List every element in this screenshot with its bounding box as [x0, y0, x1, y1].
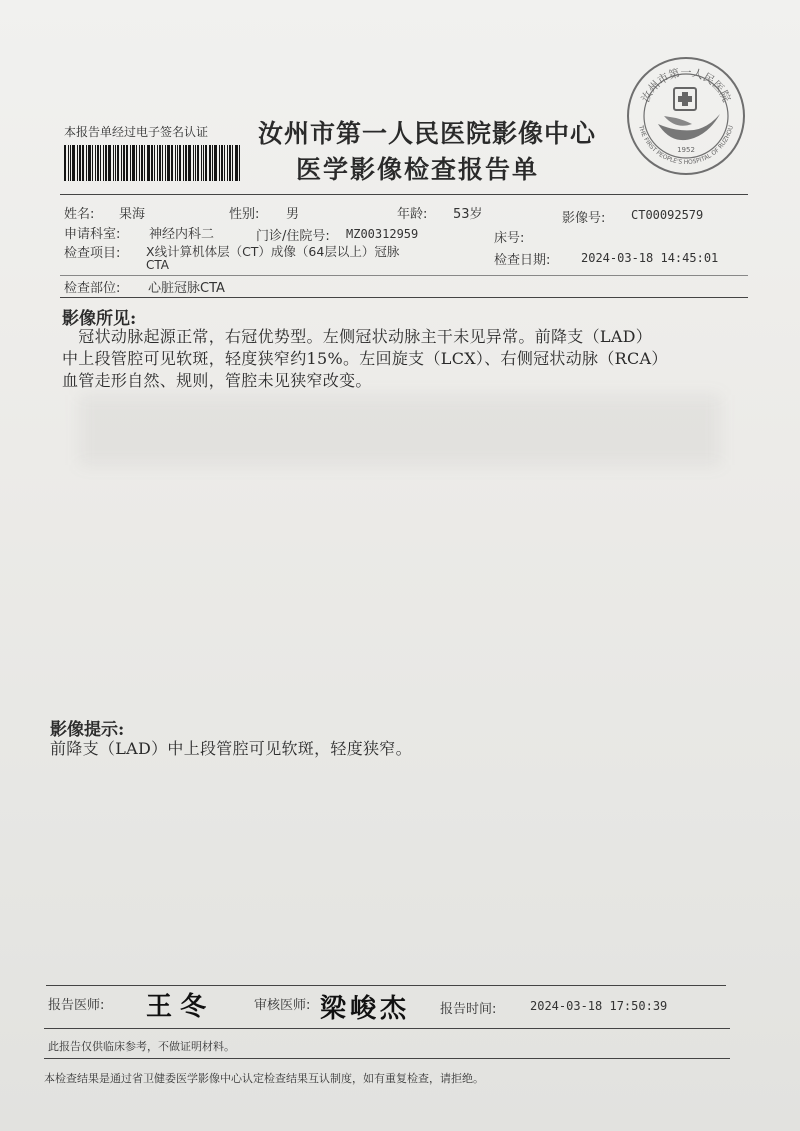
barcode-bar [72, 145, 75, 181]
barcode-bar [151, 145, 153, 181]
barcode-bar [224, 145, 225, 181]
findings-title: 影像所见: [62, 309, 137, 329]
findings-top-divider [60, 297, 748, 298]
barcode-bar [82, 145, 84, 181]
paper-shadow [80, 395, 720, 465]
exam-date-label: 检查日期: [494, 253, 551, 268]
patient-name: 果海 [119, 207, 146, 222]
barcode-bar [123, 145, 125, 181]
name-label: 姓名: [64, 207, 95, 222]
visit-no-label: 门诊/住院号: [256, 229, 330, 244]
barcode-bar [212, 145, 213, 181]
barcode-bar [113, 145, 114, 181]
barcode-bar [88, 145, 91, 181]
barcode-bar [232, 145, 233, 181]
barcode-bar [117, 145, 119, 181]
findings-body [62, 326, 752, 392]
barcode-bar [144, 145, 145, 181]
barcode-bar [188, 145, 191, 181]
visit-no: MZ00312959 [346, 227, 419, 241]
barcode-bar [185, 145, 187, 181]
dept-value: 神经内科二 [149, 227, 215, 242]
barcode-bar [132, 145, 135, 181]
barcode-bar [115, 145, 116, 181]
barcode-bar [100, 145, 101, 181]
barcode-bar [97, 145, 99, 181]
barcode-bar [193, 145, 194, 181]
info-divider [60, 275, 748, 276]
findings-line: 血管走形自然、规则，管腔未见狭窄改变。 [62, 371, 372, 390]
barcode-bar [126, 145, 128, 181]
footer-divider [44, 1058, 730, 1059]
barcode-bar [175, 145, 176, 181]
header-divider [60, 194, 748, 195]
exam-item-line2: CTA [146, 258, 169, 272]
findings-line: 冠状动脉起源正常，右冠优势型。左侧冠状动脉主干未见异常。前降支（LAD） [62, 327, 653, 346]
barcode-bar [195, 145, 196, 181]
barcode [64, 145, 256, 181]
impression-text: 前降支（LAD）中上段管腔可见软斑，轻度狭窄。 [50, 739, 412, 758]
barcode-bar [141, 145, 143, 181]
sex-label: 性别: [229, 207, 260, 222]
barcode-bar [183, 145, 184, 181]
barcode-bar [229, 145, 231, 181]
barcode-bar [177, 145, 178, 181]
report-title: 医学影像检查报告单 [296, 155, 540, 184]
barcode-bar [165, 145, 166, 181]
barcode-bar [239, 145, 240, 181]
barcode-bar [214, 145, 217, 181]
seal-text-cn: 汝州市第一人民医院 [638, 66, 734, 105]
e-signature-note: 本报告单经过电子签名认证 [64, 125, 209, 139]
dept-label: 申请科室: [64, 227, 121, 242]
exam-site: 心脏冠脉CTA [148, 281, 225, 296]
hospital-title: 汝州市第一人民医院影像中心 [258, 119, 597, 148]
patient-age: 53岁 [453, 207, 483, 222]
barcode-bar [219, 145, 220, 181]
age-label: 年龄: [397, 207, 428, 222]
barcode-bar [77, 145, 78, 181]
exam-date: 2024-03-18 14:45:01 [581, 251, 719, 265]
barcode-bar [167, 145, 170, 181]
barcode-bar [64, 145, 66, 181]
exam-site-label: 检查部位: [64, 281, 121, 296]
barcode-bar [147, 145, 150, 181]
barcode-bar [179, 145, 181, 181]
report-time: 2024-03-18 17:50:39 [530, 999, 668, 1013]
seal-year: 1952 [677, 146, 695, 154]
barcode-bar [221, 145, 223, 181]
report-doctor-label: 报告医师: [48, 998, 105, 1013]
barcode-bar [157, 145, 158, 181]
barcode-bar [130, 145, 131, 181]
findings-line: 中上段管腔可见软斑，轻度狭窄约15%。左回旋支（LCX）、右侧冠状动脉（RCA） [62, 349, 668, 368]
barcode-bar [92, 145, 93, 181]
barcode-bar [105, 145, 107, 181]
review-doctor-signature: 梁峻杰 [320, 994, 411, 1024]
barcode-bar [203, 145, 204, 181]
barcode-bar [79, 145, 81, 181]
barcode-bar [159, 145, 161, 181]
impression-title: 影像提示: [50, 720, 125, 740]
seal-text-en: THE FIRST PEOPLE'S HOSPITAL OF RUZHOU [637, 124, 735, 167]
barcode-bar [95, 145, 96, 181]
barcode-bar [86, 145, 87, 181]
image-no: CT00092579 [631, 208, 704, 222]
barcode-bar [209, 145, 211, 181]
barcode-bar [227, 145, 228, 181]
barcode-bar [136, 145, 137, 181]
signature-bottom-divider [44, 1028, 730, 1029]
exam-item-line1: X线计算机体层（CT）成像（64层以上）冠脉 [146, 244, 400, 259]
barcode-bar [154, 145, 155, 181]
barcode-bar [197, 145, 199, 181]
bed-label: 床号: [494, 231, 525, 246]
exam-item-label: 检查项目: [64, 246, 121, 261]
barcode-bar [108, 145, 111, 181]
patient-sex: 男 [286, 207, 300, 222]
hospital-seal-icon [624, 54, 748, 178]
barcode-bar [68, 145, 69, 181]
image-no-label: 影像号: [562, 211, 606, 226]
barcode-bar [139, 145, 140, 181]
barcode-bar [162, 145, 163, 181]
barcode-bar [70, 145, 71, 181]
disclaimer-note: 此报告仅供临床参考，不做证明材料。 [48, 1040, 235, 1053]
barcode-bar [205, 145, 207, 181]
barcode-bar [235, 145, 238, 181]
barcode-bar [121, 145, 122, 181]
barcode-bar [201, 145, 202, 181]
barcode-bar [103, 145, 104, 181]
barcode-bar [171, 145, 173, 181]
report-time-label: 报告时间: [440, 1002, 497, 1017]
report-doctor-signature: 王冬 [146, 992, 215, 1022]
review-doctor-label: 审核医师: [254, 998, 311, 1013]
mutual-recognition-note: 本检查结果是通过省卫健委医学影像中心认定检查结果互认制度，如有重复检查，请拒绝。 [44, 1072, 484, 1085]
